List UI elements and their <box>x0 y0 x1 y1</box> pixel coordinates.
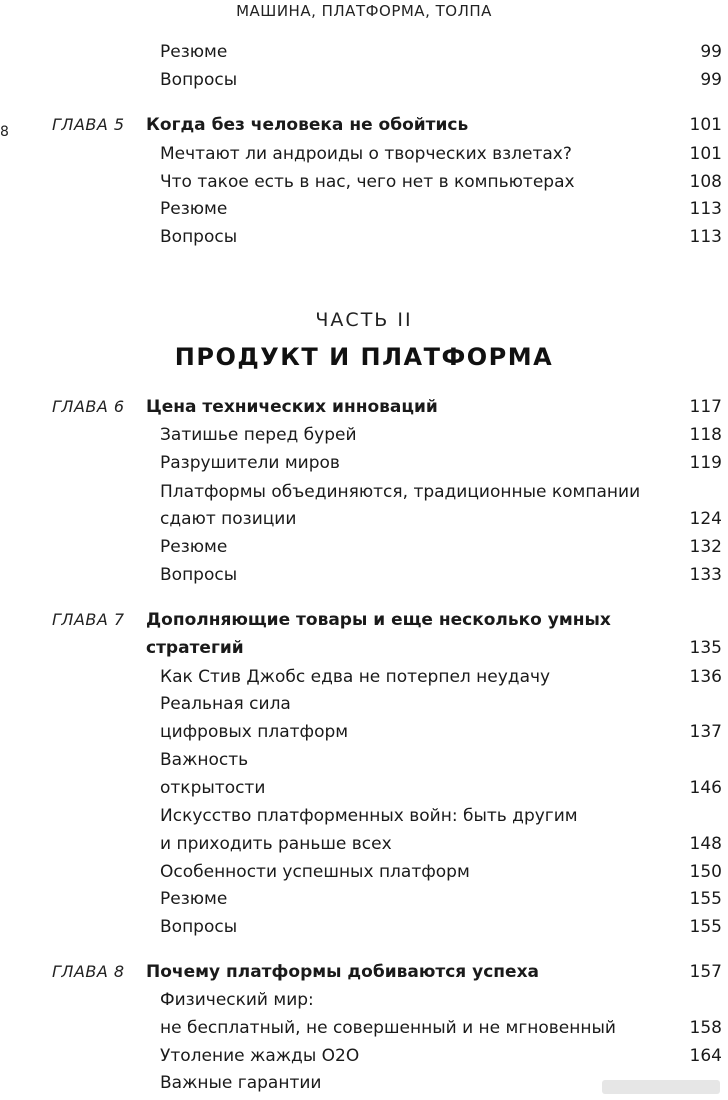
toc-row <box>0 718 728 746</box>
page-number: 155 <box>689 889 722 909</box>
chapter-title: Почему платформы добиваются успеха <box>146 962 540 982</box>
toc-row <box>0 746 728 774</box>
toc-row <box>0 533 728 561</box>
section-title: Что такое есть в нас, чего нет в компьютерах <box>160 172 575 192</box>
toc-row <box>0 561 728 589</box>
page-number: 99 <box>700 42 722 62</box>
section-title: Вопросы <box>160 70 238 90</box>
toc-row <box>0 634 728 662</box>
page-number: 99 <box>700 70 722 90</box>
running-header: МАШИНА, ПЛАТФОРМА, ТОЛПА <box>236 2 492 20</box>
section-title: сдают позиции <box>160 509 297 529</box>
section-title: Важные гарантии <box>160 1073 322 1093</box>
page-number: 117 <box>689 397 722 417</box>
section-title: Платформы объединяются, традиционные компании <box>160 482 641 502</box>
page-number: 146 <box>689 778 722 798</box>
section-title: Искусство платформенных войн: быть другим <box>160 806 578 826</box>
page-number: 113 <box>689 199 722 219</box>
chapter-title: Цена технических инноваций <box>146 397 438 417</box>
page-number: 108 <box>689 172 722 192</box>
page-number: 148 <box>689 834 722 854</box>
chapter-label: ГЛАВА 5 <box>52 115 125 134</box>
watermark <box>602 1080 720 1094</box>
section-title: Резюме <box>160 199 228 219</box>
toc-row <box>0 478 728 506</box>
section-title: Мечтают ли андроиды о творческих взлетах? <box>160 144 572 164</box>
toc-row <box>0 663 728 691</box>
toc-row <box>0 986 728 1014</box>
toc-row <box>0 1042 728 1070</box>
section-title: открытости <box>160 778 266 798</box>
chapter-label: ГЛАВА 6 <box>52 397 125 416</box>
chapter-label: ГЛАВА 8 <box>52 962 125 981</box>
toc-row <box>0 140 728 168</box>
section-title: Вопросы <box>160 565 238 585</box>
toc-row <box>0 505 728 533</box>
toc-row <box>0 168 728 196</box>
page-number: 133 <box>689 565 722 585</box>
toc-row <box>0 66 728 94</box>
section-title: Реальная сила <box>160 694 291 714</box>
toc-row <box>0 421 728 449</box>
page-number: 158 <box>689 1018 722 1038</box>
section-title: и приходить раньше всех <box>160 834 392 854</box>
chapter-label: ГЛАВА 7 <box>52 610 125 629</box>
page-number: 119 <box>689 453 722 473</box>
toc-row <box>0 958 728 986</box>
section-title: Резюме <box>160 537 228 557</box>
page-number: 150 <box>689 862 722 882</box>
page-number: 135 <box>689 638 722 658</box>
section-title: Вопросы <box>160 917 238 937</box>
chapter-title: Дополняющие товары и еще несколько умных <box>146 610 611 630</box>
toc-row <box>0 885 728 913</box>
toc-row <box>0 449 728 477</box>
page-number: 136 <box>689 667 722 687</box>
page-number: 124 <box>689 509 722 529</box>
toc-row <box>0 1014 728 1042</box>
page-number: 132 <box>689 537 722 557</box>
page-number: 118 <box>689 425 722 445</box>
section-title: Резюме <box>160 889 228 909</box>
page-number: 164 <box>689 1046 722 1066</box>
toc-row <box>0 858 728 886</box>
section-title: Вопросы <box>160 227 238 247</box>
section-title: Как Стив Джобс едва не потерпел неудачу <box>160 667 551 687</box>
page-number: 101 <box>689 115 722 135</box>
part-label: ЧАСТЬ II <box>315 309 413 331</box>
toc-row <box>0 802 728 830</box>
toc-row <box>0 830 728 858</box>
toc-row <box>0 223 728 251</box>
section-title: Важность <box>160 750 249 770</box>
toc-row <box>0 913 728 941</box>
page-number: 137 <box>689 722 722 742</box>
margin-page-number: 8 <box>0 124 9 140</box>
page-number: 113 <box>689 227 722 247</box>
chapter-title: стратегий <box>146 638 244 658</box>
chapter-title: Когда без человека не обойтись <box>146 115 469 135</box>
toc-row <box>0 606 728 634</box>
section-title: цифровых платформ <box>160 722 349 742</box>
section-title: Разрушители миров <box>160 453 340 473</box>
section-title: не бесплатный, не совершенный и не мгновенный <box>160 1018 616 1038</box>
part-title: ПРОДУКТ И ПЛАТФОРМА <box>174 343 554 371</box>
toc-row <box>0 38 728 66</box>
section-title: Особенности успешных платформ <box>160 862 470 882</box>
page-number: 157 <box>689 962 722 982</box>
section-title: Физический мир: <box>160 990 314 1010</box>
section-title: Резюме <box>160 42 228 62</box>
toc-row <box>0 690 728 718</box>
page-number: 101 <box>689 144 722 164</box>
page-number: 155 <box>689 917 722 937</box>
toc-row <box>0 393 728 421</box>
section-title: Затишье перед бурей <box>160 425 357 445</box>
section-title: Утоление жажды O2O <box>160 1046 360 1066</box>
toc-row <box>0 195 728 223</box>
toc-row <box>0 774 728 802</box>
toc-row <box>0 111 728 139</box>
